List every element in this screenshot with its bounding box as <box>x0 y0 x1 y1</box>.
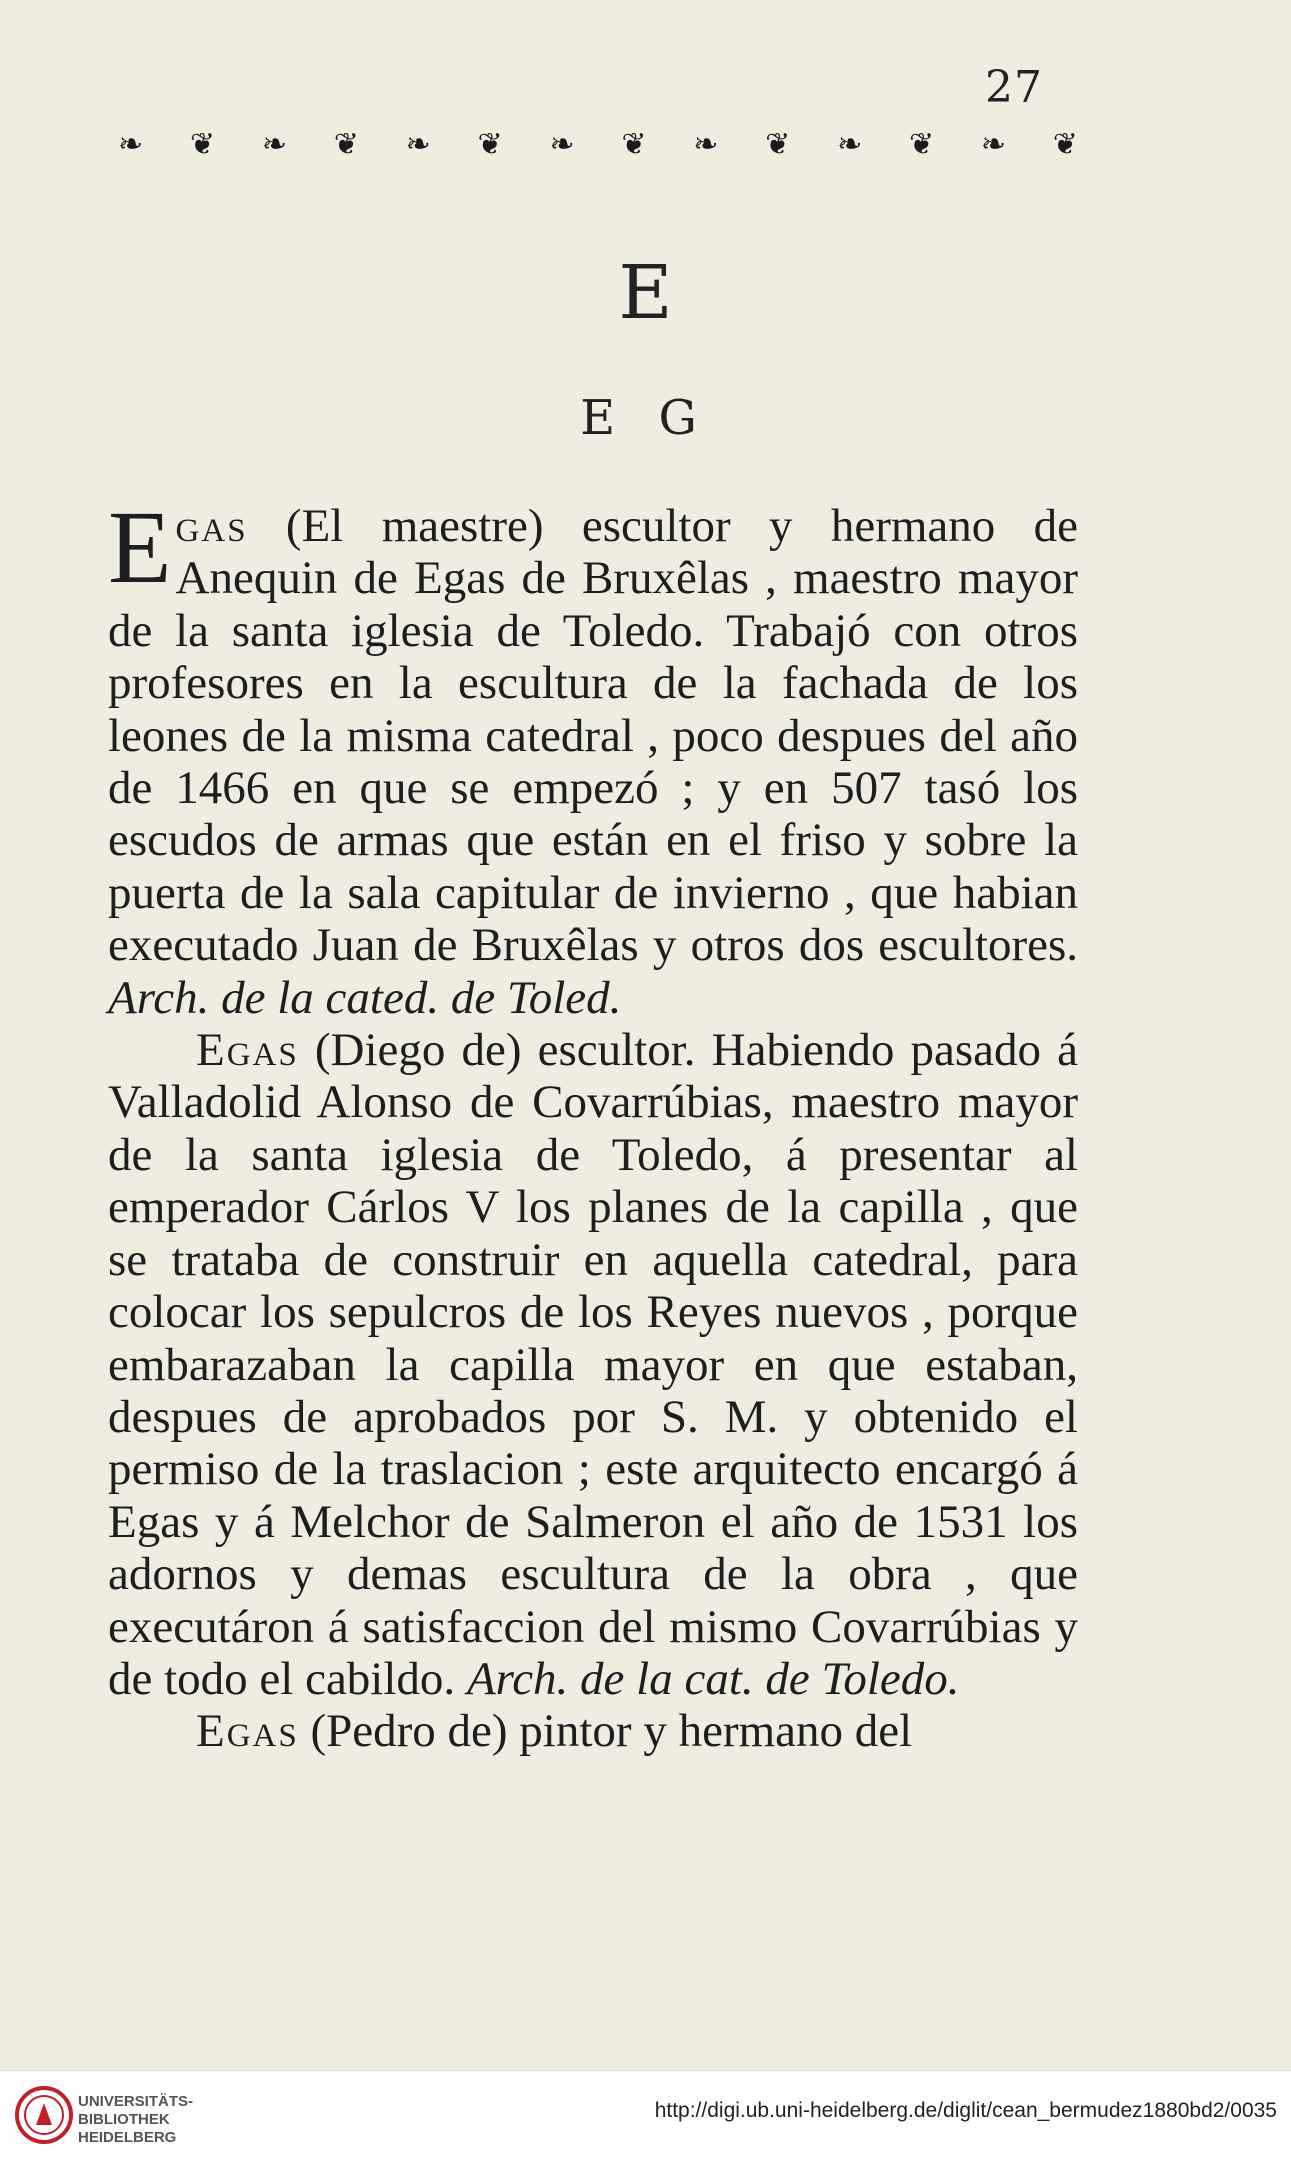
entry-body: (Pedro de) pintor y hermano del <box>298 1705 913 1758</box>
ornament-glyph: ❦ <box>477 126 503 162</box>
section-letter: E <box>618 250 673 336</box>
entry-head: gas <box>175 500 248 552</box>
entry-head: Egas <box>196 1024 299 1077</box>
section-heading: E G <box>580 390 711 446</box>
library-name: UNIVERSITÄTS- BIBLIOTHEK HEIDELBERG <box>78 2093 194 2146</box>
entry-body: (Diego de) escultor. Habiendo pasado á Valladolid Alonso de Covarrúbias, maestro mayor de la santa iglesia de Toledo, á presentar al emperador Cárlos V los planes de la capilla , que se trataba de construir en aquella catedral, para colocar los sepulcros de los Reyes nuevos , porque embarazaban la capilla mayor en que estaban, despues de aprobados por S. M. y obtenido el permiso de la traslacion ; este arquitecto encargó á Egas y á Melchor de Salmeron el año de 1531 los adornos y demas escultura de la obra , que executáron á satisfaccion del mismo Covarrúbias y de todo el cabildo. <box>108 1024 1078 1705</box>
entry-citation: Arch. de la cat. de Toledo. <box>466 1652 960 1705</box>
entry-head: Egas <box>196 1705 299 1758</box>
ornament-glyph: ❧ <box>980 126 1007 162</box>
ornament-glyph: ❦ <box>333 126 359 162</box>
ornament-glyph: ❦ <box>621 126 647 162</box>
entry-egas-el-maestre <box>108 490 1078 1024</box>
entry-citation: Arch. de la cated. de Toled. <box>108 971 622 1024</box>
viewer-footer <box>0 2070 1291 2165</box>
page-number: 27 <box>985 62 1043 113</box>
drop-cap-initial: E <box>108 490 172 605</box>
ornament-glyph: ❦ <box>189 126 216 162</box>
ornament-glyph: ❧ <box>405 126 431 162</box>
ornament-glyph: ❦ <box>908 126 935 162</box>
entry-egas-pedro <box>108 1705 1078 1757</box>
ornament-glyph: ❧ <box>693 126 719 162</box>
ornament-glyph: ❧ <box>549 126 575 162</box>
source-url-link[interactable]: http://digi.ub.uni-heidelberg.de/diglit/cean_bermudez1880bd2/0035 <box>654 2099 1277 2122</box>
ornament-glyph: ❦ <box>765 126 791 162</box>
entry-body: (El maestre) escultor y hermano de Anequin de Egas de Bruxêlas , maestro mayor de la santa iglesia de Toledo. Trabajó con otros profesores en la escultura de la fachada de los leones de la misma catedral , poco despues del año de 1466 en que se empezó ; y en 507 tasó los escudos de armas que están en el friso y sobre la puerta de la sala capitular de invierno , que habian executado Juan de Bruxêlas y otros dos escultores. <box>108 500 1078 972</box>
ornament-glyph: ❧ <box>118 126 144 162</box>
ornament-glyph: ❦ <box>1052 126 1078 162</box>
entry-egas-diego <box>108 1024 1078 1705</box>
ornament-glyph: ❧ <box>261 126 287 162</box>
ornament-border <box>118 124 1078 164</box>
university-seal-icon <box>14 2085 74 2145</box>
entries-text <box>108 490 1078 1758</box>
ornament-glyph: ❧ <box>837 126 863 162</box>
